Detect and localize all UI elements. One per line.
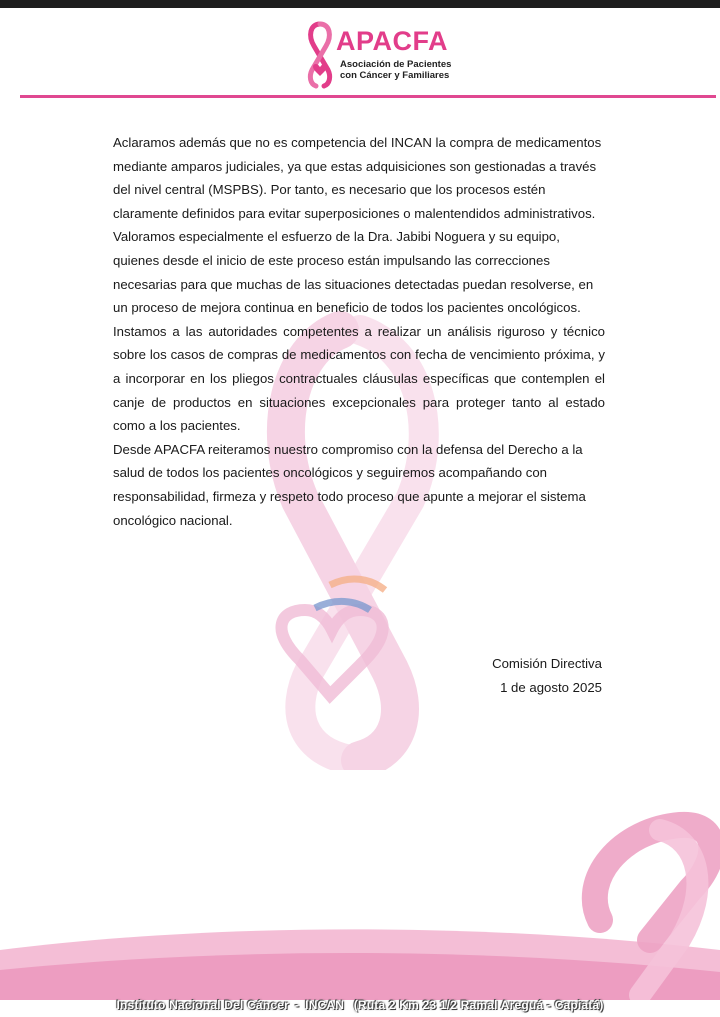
org-name: APACFA bbox=[336, 26, 449, 56]
signature-block bbox=[492, 652, 602, 699]
letterhead bbox=[0, 20, 720, 92]
org-subtitle-line1: Asociación de Pacientes bbox=[340, 59, 452, 70]
letter-body bbox=[113, 131, 605, 532]
paragraph-commitment: Desde APACFA reiteramos nuestro compromiso con la defensa del Derecho a la salud de todos los pacientes oncológicos y seguiremos acompañando con responsabilidad, firmeza y respeto todo proceso que apunte a mejorar el sistema oncológico nacional. bbox=[113, 441, 586, 528]
footer-address-text: (Ruta 2 Km 23 1/2 Ramal Areguá - Capiatá) bbox=[353, 998, 604, 1012]
signer: Comisión Directiva bbox=[492, 656, 602, 671]
header-divider bbox=[20, 95, 716, 98]
footer-institution: Instituto Nacional Del Cáncer bbox=[116, 998, 289, 1012]
pink-ribbon-logo-icon bbox=[300, 20, 340, 90]
paragraph-incan-competence: Aclaramos además que no es competencia del INCAN la compra de medicamentos mediante amparos judiciales, ya que estas adquisiciones son gestionadas a través del nivel central (MSPBS). Por tanto, es necesario que los procesos estén claramente definidos para evitar superposiciones o malentendidos administrativos. bbox=[113, 135, 602, 221]
footer-acronym: INCAN bbox=[305, 998, 345, 1012]
paragraph-appreciation: Valoramos especialmente el esfuerzo de la Dra. Jabibi Noguera y su equipo, quienes desde el inicio de este proceso están impulsando las correcciones necesarias para que muchas de las situaciones detectadas puedan resolverse, en un proceso de mejora continua en beneficio de todos los pacientes oncológicos. bbox=[113, 229, 594, 316]
paragraph-request-authorities: Instamos a las autoridades competentes a realizar un análisis riguroso y técnico sobre los casos de compras de medicamentos con fecha de vencimiento próxima, y a incorporar en los pliegos contractuales cláusulas específicas que contemplen el canje de productos en situaciones excepcionales para proteger tanto al estado como a los pacientes. bbox=[113, 323, 605, 434]
top-dark-border bbox=[0, 0, 720, 8]
org-subtitle-line2: con Cáncer y Familiares bbox=[340, 70, 450, 81]
decorative-ribbon-corner-icon bbox=[0, 800, 720, 1000]
footer-separator: - bbox=[294, 998, 300, 1012]
footer-address bbox=[0, 998, 720, 1012]
org-subtitle bbox=[340, 59, 451, 81]
letter-date: 1 de agosto 2025 bbox=[500, 679, 602, 695]
